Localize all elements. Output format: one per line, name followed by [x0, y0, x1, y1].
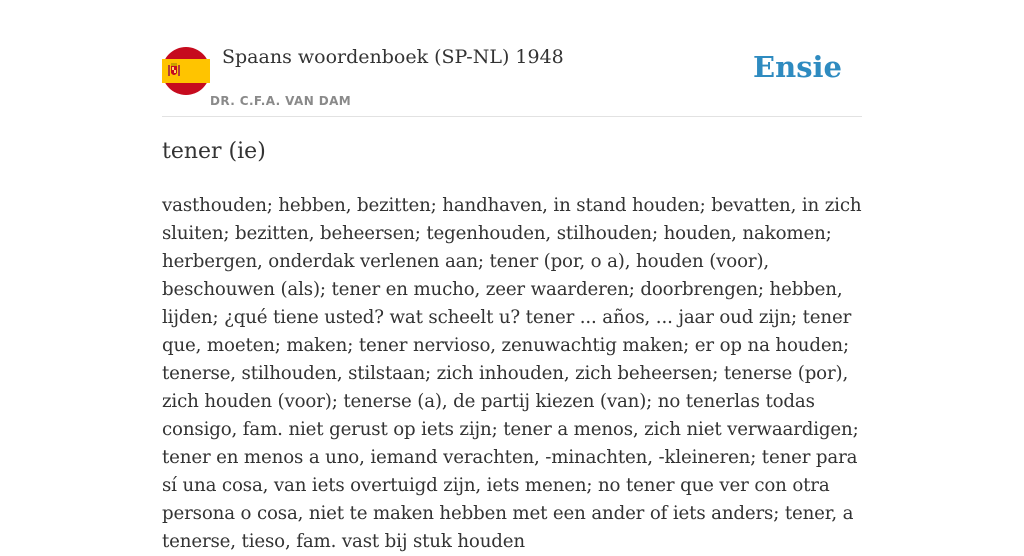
- entry-definition: vasthouden; hebben, bezitten; handhaven, in stand houden; bevatten, in zich sluiten; bezitten, beheersen; tegenhouden, stilhouden; houden, nakomen; herbergen, onderdak verlenen aan; tener (por, o a), houden (voor), beschouwen (als); tener en mucho, zeer waarderen; doorbrengen; hebben, lijden; ¿qué tiene usted? wat scheelt u? tener ... años, ... jaar oud zijn; tener que, moeten; maken; tener nervioso, zenuwachtig maken; er op na houden; tenerse, stilhouden, stilstaan; zich inhouden, zich beheersen; tenerse (por), zich houden (voor); tenerse (a), de partij kiezen (van); no tenerlas todas consigo, fam. niet gerust op iets zijn; tener a menos, zich niet verwaardigen; tener en menos a uno, iemand verachten, -minachten, -kleineren; tener para sí una cosa, van iets overtuigd zijn, iets menen; no tener que ver con otra persona o cosa, niet te maken hebben met een ander of iets anders; tener, a tenerse, tieso, fam. vast bij stuk houden: [162, 195, 862, 552]
- dictionary-header: [162, 44, 862, 117]
- dictionary-title[interactable]: Spaans woordenboek (SP-NL) 1948: [222, 46, 564, 68]
- dictionary-author: DR. C.F.A. VAN DAM: [210, 94, 352, 108]
- entry-headword: tener (ie): [162, 139, 266, 164]
- ensie-logo-link[interactable]: Ensie: [753, 50, 842, 84]
- coat-of-arms-icon: [168, 63, 180, 78]
- spain-flag-icon: [162, 47, 210, 95]
